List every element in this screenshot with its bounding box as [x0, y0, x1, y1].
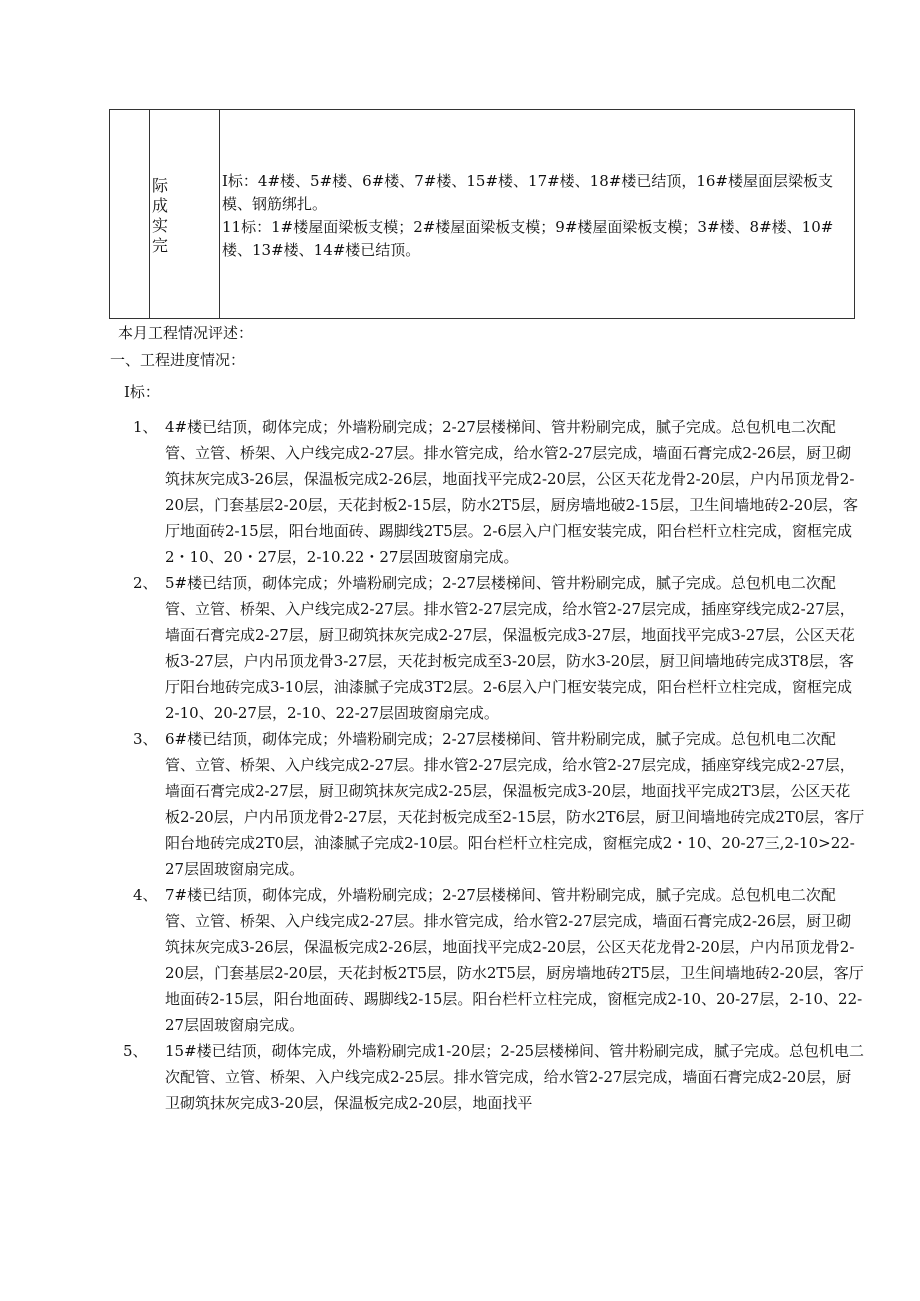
label-char: 完	[152, 236, 169, 255]
table-row-label	[152, 176, 176, 256]
item-text: 5#楼已结顶，砌体完成；外墙粉刷完成；2-27层楼梯间、管井粉刷完成，腻子完成。总包机电二次配管、立管、桥架、入户线完成2-27层。排水管2-27层完成，给水管2-27层完成，插座穿线完成2-27层，墙面石膏完成2-27层，厨卫砌筑抹灰完成2-27层，保温板完成3-27层，地面找平完成3-27层，公区天花板3-27层，户内吊顶龙骨3-27层，天花封板完成至3-20层，防水3-20层，厨卫间墙地砖完成3T8层，客厅阳台地砖完成3-10层，油漆腻子完成3T2层。2-6层入户门框安装完成，阳台栏杆立柱完成，窗框完成2-10、20-27层，2-10、22-27层固玻窗扇完成。	[165, 574, 855, 722]
item-number: 5、	[123, 1042, 148, 1060]
progress-table	[109, 109, 855, 319]
table-line-11: 11标：1#楼屋面梁板支模；2#楼屋面梁板支模；9#楼屋面梁板支模；3#楼、8#楼、10#楼、13#楼、14#楼已结顶。	[222, 218, 834, 259]
item-number: 3、	[133, 730, 158, 748]
label-char: 实	[152, 216, 169, 235]
list-item	[125, 414, 865, 570]
item-number: 4、	[133, 886, 158, 904]
bid-label: I标：	[124, 383, 160, 401]
table-content-cell	[222, 170, 852, 262]
item-text: 4#楼已结顶，砌体完成；外墙粉刷完成；2-27层楼梯间、管井粉刷完成，腻子完成。总包机电二次配管、立管、桥架、入户线完成2-27层。排水管完成，给水管2-27层完成，墙面石膏完成2-26层，厨卫砌筑抹灰完成3-26层，保温板完成2-26层，地面找平完成2-20层，公区天花龙骨2-20层，户内吊顶龙骨2-20层，门套基层2-20层，天花封板2-15层，防水2T5层，厨房墙地破2-15层，卫生间墙地砖2-20层，客厅地面砖2-15层，阳台地面砖、踢脚线2T5层。2-6层入户门框安装完成，阳台栏杆立柱完成，窗框完成2・10、20・27层，2-10.22・27层固玻窗扇完成。	[165, 418, 858, 566]
table-divider-2	[219, 110, 220, 318]
item-number: 1、	[133, 418, 158, 436]
table-divider-1	[149, 110, 150, 318]
list-item	[115, 1038, 865, 1116]
subsection-title: 一、工程进度情况：	[110, 351, 246, 369]
list-item	[125, 882, 865, 1038]
list-item	[125, 726, 865, 882]
section-title: 本月工程情况评述：	[118, 324, 254, 342]
item-text: 6#楼已结顶，砌体完成；外墙粉刷完成；2-27层楼梯间、管井粉刷完成，腻子完成。总包机电二次配管、立管、桥架、入户线完成2-27层。排水管2-27层完成，给水管2-27层完成，插座穿线完成2-27层，墙面石膏完成2-27层，厨卫砌筑抹灰完成2-25层，保温板完成3-20层，地面找平完成2T3层，公区天花板2-20层，户内吊顶龙骨2-27层，天花封板完成至2-15层，防水2T6层，厨卫间墙地砖完成2T0层，客厅阳台地砖完成2T0层，油漆腻子完成2-10层。阳台栏杆立柱完成，窗框完成2・10、20-27三,2-10>22-27层固玻窗扇完成。	[165, 730, 865, 878]
label-char: 际	[152, 176, 169, 195]
label-char: 成	[152, 196, 169, 215]
progress-list	[125, 414, 865, 1116]
item-number: 2、	[133, 574, 158, 592]
item-text: 15#楼已结顶，砌体完成，外墙粉刷完成1-20层；2-25层楼梯间、管井粉刷完成，腻子完成。总包机电二次配管、立管、桥架、入户线完成2-25层。排水管完成，给水管2-27层完成，墙面石膏完成2-20层，厨卫砌筑抹灰完成3-20层，保温板完成2-20层，地面找平	[165, 1042, 865, 1112]
table-line-i: I标：4#楼、5#楼、6#楼、7#楼、15#楼、17#楼、18#楼已结顶，16#楼屋面层梁板支模、钢筋绑扎。	[222, 172, 833, 213]
list-item	[125, 570, 865, 726]
item-text: 7#楼已结顶，砌体完成，外墙粉刷完成；2-27层楼梯间、管井粉刷完成，腻子完成。总包机电二次配管、立管、桥架、入户线完成2-27层。排水管完成，给水管2-27层完成，墙面石膏完成2-26层，厨卫砌筑抹灰完成3-26层，保温板完成2-26层，地面找平完成2-20层，公区天花龙骨2-20层，户内吊顶龙骨2-20层，门套基层2-20层，天花封板2T5层，防水2T5层，厨房墙地砖2T5层，卫生间墙地砖2-20层，客厅地面砖2-15层，阳台地面砖、踢脚线2-15层。阳台栏杆立柱完成，窗框完成2-10、20-27层，2-10、22-27层固玻窗扇完成。	[165, 886, 864, 1034]
